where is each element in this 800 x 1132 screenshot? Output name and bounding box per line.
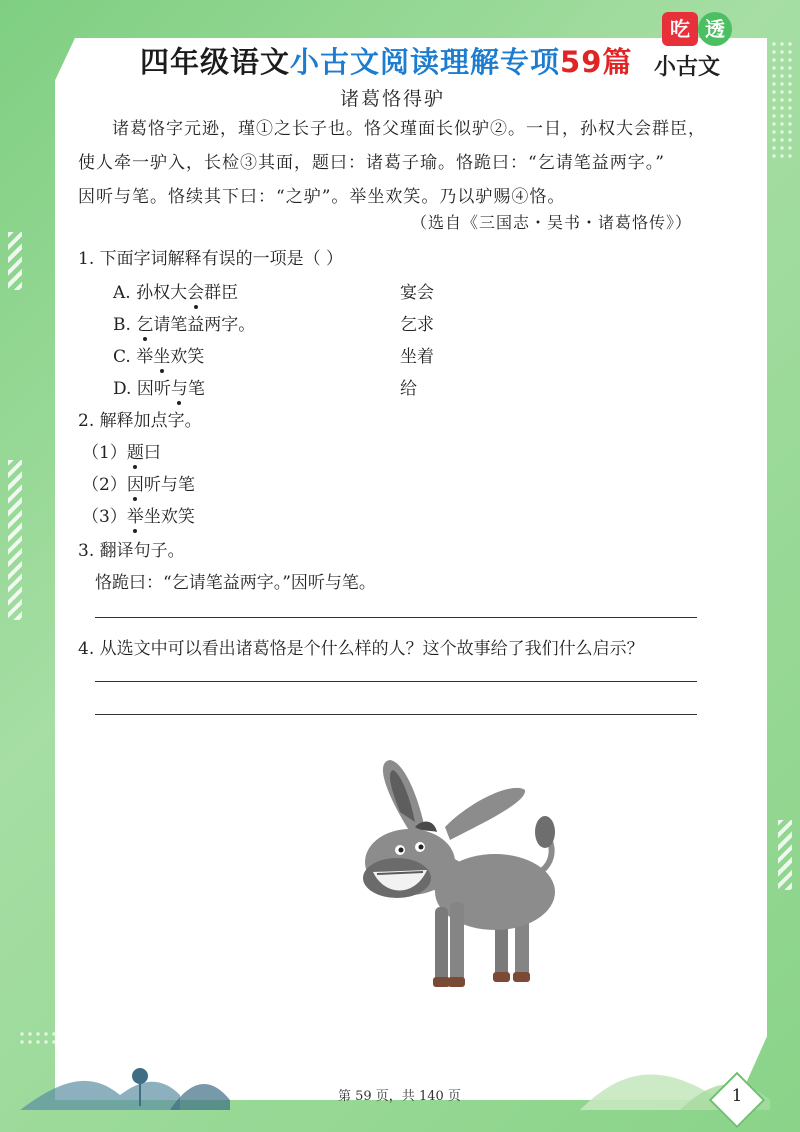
dotted-char: 与	[170, 379, 188, 399]
dotted-char: 题	[126, 443, 144, 463]
brand-chi: 吃	[662, 12, 698, 46]
q1-option-b-gloss: 乞求	[400, 315, 434, 335]
donkey-illustration	[355, 752, 585, 997]
q1-option-a: A. 孙权大会群臣	[113, 283, 239, 303]
brand-subtitle: 小古文	[654, 55, 721, 80]
passage-text	[78, 112, 728, 214]
answer-line-q4-1[interactable]	[95, 681, 697, 682]
passage-line: 因听与笔。恪续其下曰：“之驴”。举坐欢笑。乃以驴赐④恪。	[78, 187, 566, 207]
page-title	[140, 40, 632, 81]
q1-option-b: B. 乞请笔益两字。	[113, 315, 256, 335]
passage-line: 使人牵一驴入，长检③其面，题曰：诸葛子瑜。恪跪曰：“乞请笔益两字。”	[78, 153, 665, 173]
passage-line: 诸葛恪字元逊，瑾①之长子也。恪父瑾面长似驴②。一日，孙权大会群臣，	[112, 119, 706, 139]
brand-logo	[654, 10, 772, 80]
decor-stripes-left-top	[8, 232, 22, 290]
dotted-char: 会	[187, 283, 205, 303]
q2-item-1: （1）题曰	[82, 443, 161, 463]
q2-item-3: （3）举坐欢笑	[82, 507, 195, 527]
decor-dots-top-right	[770, 40, 794, 160]
title-grade: 四年级语文	[140, 45, 291, 79]
question-3-sentence: 恪跪曰：“乞请笔益两字。”因听与笔。	[95, 573, 376, 593]
answer-line-q3[interactable]	[95, 617, 697, 618]
question-3-stem: 3. 翻译句子。	[78, 541, 185, 561]
passage-source: （选自《三国志・吴书・诸葛恪传》）	[411, 213, 693, 232]
q1-option-d-gloss: 给	[400, 379, 417, 399]
page-info: 第 59 页，共 140 页	[338, 1089, 461, 1104]
dotted-char: 坐	[153, 347, 171, 367]
q1-option-c-gloss: 坐着	[400, 347, 434, 367]
answer-line-q4-2[interactable]	[95, 714, 697, 715]
passage-title: 诸葛恪得驴	[340, 88, 446, 110]
dotted-char: 乞	[136, 315, 154, 335]
decor-stripes-right	[778, 820, 792, 890]
question-4-stem: 4. 从选文中可以看出诸葛恪是个什么样的人？这个故事给了我们什么启示？	[78, 639, 644, 659]
q1-option-a-gloss: 宴会	[400, 283, 434, 303]
brand-tou: 透	[698, 12, 732, 46]
dotted-char: 举	[126, 507, 144, 527]
dotted-char: 因	[126, 475, 144, 495]
q2-item-2: （2）因听与笔	[82, 475, 195, 495]
q1-option-d: D. 因听与笔	[113, 379, 205, 399]
title-topic: 小古文阅读理解专项	[290, 45, 561, 79]
decor-stripes-left-mid	[8, 460, 22, 620]
question-1-stem: 1. 下面字词解释有误的一项是（ ）	[78, 249, 344, 269]
page-badge-number: 1	[731, 1086, 743, 1106]
question-2-stem: 2. 解释加点字。	[78, 411, 202, 431]
title-count: 59篇	[560, 45, 633, 79]
q1-option-c: C. 举坐欢笑	[113, 347, 205, 367]
